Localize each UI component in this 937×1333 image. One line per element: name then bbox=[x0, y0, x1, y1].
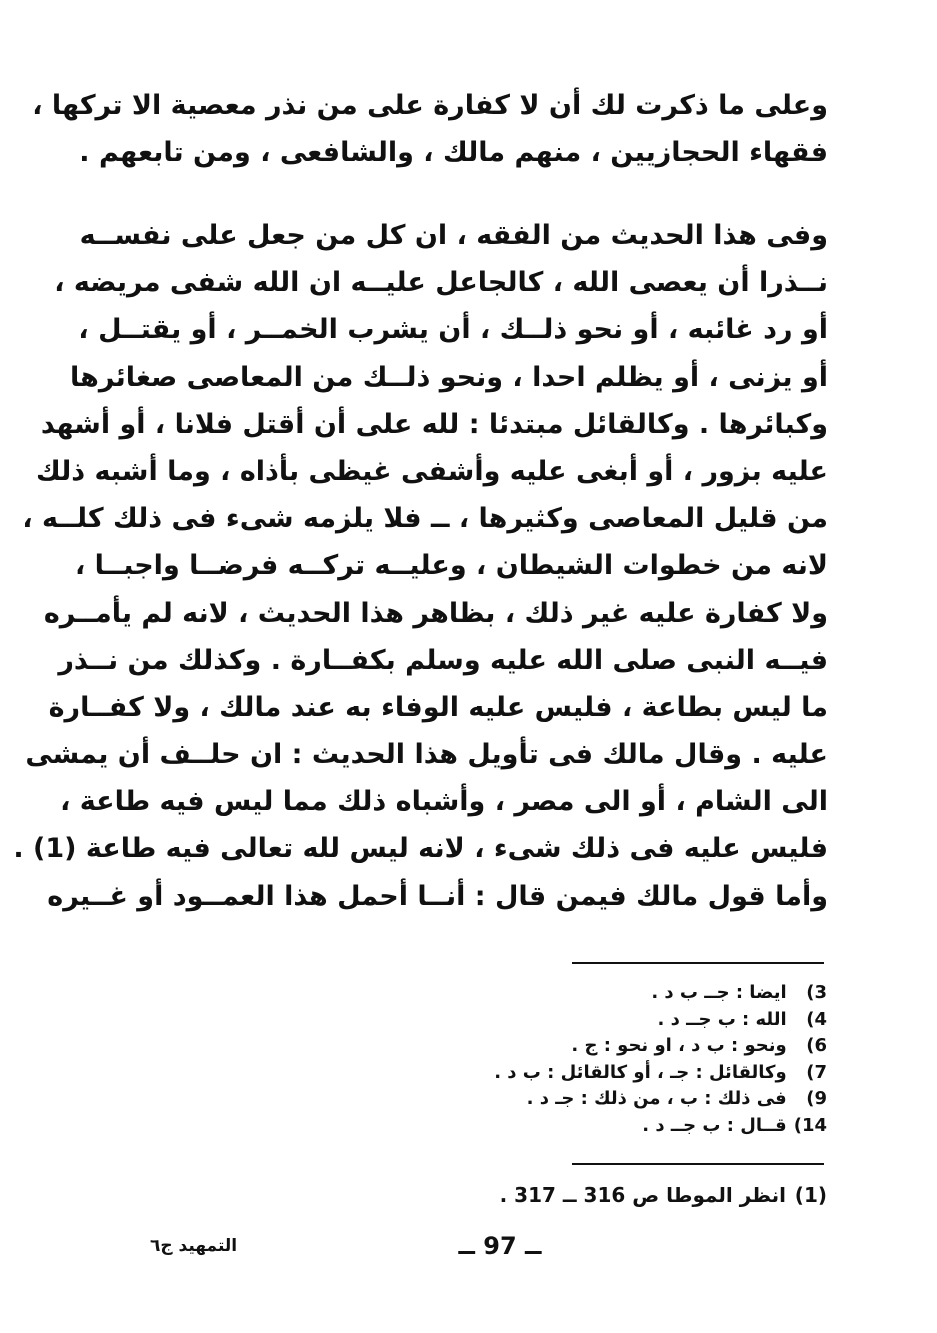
text-line: ولا كفارة عليه غير ذلك ، بظاهر هذا الحديث ، لانه لم يأمــره bbox=[43, 597, 828, 629]
text-line: عليه بزور ، أو أبغى عليه وأشفى غيظى بأذاه ، وما أشبه ذلك bbox=[35, 455, 828, 487]
book-reference: التمهيد ج٦ bbox=[150, 1236, 238, 1256]
footnote-text: ايضا : جــ ب د . bbox=[651, 982, 787, 1003]
footnote-text: قــال : ب جــ د . bbox=[642, 1114, 787, 1136]
source-footnote-number: (1) bbox=[794, 1183, 827, 1207]
footnote-number: 6) bbox=[806, 1035, 827, 1057]
source-divider bbox=[572, 1163, 824, 1165]
text-line: وكبائرها . وكالقائل مبتدئا : لله على أن أقتل فلانا ، أو أشهد bbox=[40, 408, 828, 440]
text-line: وأما قول مالك فيمن قال : أنــا أحمل هذا العمــود أو غــيره bbox=[47, 880, 828, 912]
text-line: وعلى ما ذكرت لك أن لا كفارة على من نذر معصية الا تركها ، bbox=[32, 90, 828, 121]
text-line: الى الشام ، أو الى مصر ، وأشباه ذلك مما ليس فيه طاعة ، bbox=[60, 786, 828, 818]
text-line: فليس عليه فى ذلك شىء ، لانه ليس لله تعالى فيه طاعة (1) . bbox=[13, 833, 828, 865]
text-line: من قليل المعاصى وكثيرها ، ــ فلا يلزمه شىء فى ذلك كلــه ، bbox=[22, 503, 828, 535]
footnote-divider bbox=[572, 962, 824, 964]
footnote-number: 3) bbox=[806, 982, 827, 1003]
footnote-text: الله : ب جــ د . bbox=[657, 1008, 787, 1030]
footnote-text: فى ذلك : ب ، من ذلك : جـ د . bbox=[526, 1088, 787, 1110]
text-line: لانه من خطوات الشيطان ، وعليــه تركــه فرضــا واجبــا ، bbox=[74, 550, 828, 582]
paragraph-1 bbox=[32, 82, 828, 176]
footnote-row bbox=[407, 1033, 827, 1060]
text-line: ما ليس بطاعة ، فليس عليه الوفاء به عند مالك ، ولا كفــارة bbox=[48, 691, 828, 723]
text-line: عليه . وقال مالك فى تأويل هذا الحديث : ان حلــف أن يمشى bbox=[25, 739, 828, 771]
paragraph-2 bbox=[13, 212, 828, 920]
source-footnote bbox=[407, 1180, 827, 1210]
variant-footnotes bbox=[407, 980, 827, 1140]
text-line: فقهاء الحجازيين ، منهم مالك ، والشافعى ، ومن تابعهم . bbox=[79, 137, 828, 169]
footnote-row bbox=[407, 1007, 827, 1034]
text-line: نــذرا أن يعصى الله ، كالجاعل عليــه ان الله شفى مريضه ، bbox=[54, 267, 828, 299]
footnote-number: 7) bbox=[806, 1061, 827, 1083]
page-number: ــ 97 ــ bbox=[458, 1232, 542, 1260]
footnote-row bbox=[407, 1060, 827, 1087]
footnote-number: 4) bbox=[806, 1008, 827, 1030]
footnote-row bbox=[407, 1113, 827, 1140]
text-line: أو رد غائبه ، أو نحو ذلــك ، أن يشرب الخمــر ، أو يقتــل ، bbox=[78, 314, 828, 346]
text-line: وفى هذا الحديث من الفقه ، ان كل من جعل على نفســه bbox=[79, 220, 828, 251]
source-footnote-text: انظر الموطا ص 316 ــ 317 . bbox=[499, 1183, 787, 1207]
footnote-text: وكالقائل : جـ ، أو كالقائل : ب د . bbox=[494, 1061, 787, 1083]
footnote-number: 9) bbox=[806, 1088, 827, 1110]
text-line: أو يزنى ، أو يظلم احدا ، ونحو ذلــك من المعاصى صغائرها bbox=[69, 361, 828, 393]
footnote-text: ونحو : ب د ، او نحو : ج . bbox=[571, 1035, 787, 1057]
text-line: فيــه النبى صلى الله عليه وسلم بكفــارة . وكذلك من نــذر bbox=[58, 644, 828, 676]
footnote-row bbox=[407, 1086, 827, 1113]
footnote-number: 14) bbox=[793, 1114, 827, 1136]
footnote-row bbox=[407, 980, 827, 1007]
